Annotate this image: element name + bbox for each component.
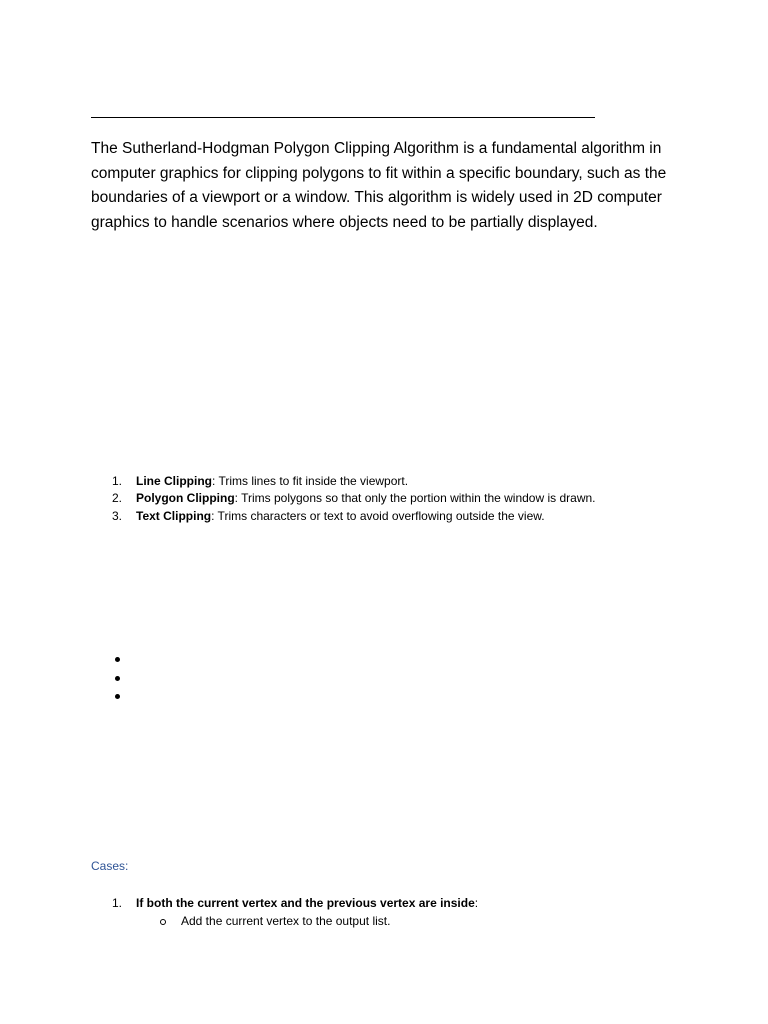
bullet-dot-icon bbox=[115, 676, 120, 681]
list-term: Text Clipping bbox=[136, 508, 212, 523]
case-item bbox=[112, 895, 712, 930]
list-number: 3. bbox=[112, 508, 123, 523]
horizontal-rule bbox=[91, 117, 595, 118]
list-description: : Trims polygons so that only the portion within the window is drawn. bbox=[234, 491, 596, 506]
bullet-dot-icon bbox=[115, 694, 120, 699]
bullet-dot-icon bbox=[115, 657, 120, 662]
case-number: 1. bbox=[112, 896, 123, 910]
list-term: Polygon Clipping bbox=[136, 491, 235, 506]
case-suffix: : bbox=[474, 896, 479, 910]
list-item bbox=[112, 490, 732, 507]
list-description: : Trims lines to fit inside the viewport. bbox=[212, 474, 409, 488]
clipping-types-list bbox=[112, 473, 732, 525]
hollow-bullet-icon bbox=[160, 919, 166, 925]
list-item bbox=[112, 508, 732, 525]
cases-list bbox=[112, 895, 712, 930]
list-description: : Trims characters or text to avoid overflowing outside the view. bbox=[211, 508, 545, 523]
case-sub-list bbox=[136, 913, 712, 930]
cases-heading: Cases: bbox=[91, 859, 129, 873]
intro-paragraph: The Sutherland-Hodgman Polygon Clipping Algorithm is a fundamental algorithm in computer graphics for clipping polygons to fit within a specific boundary, such as the boundaries of a viewport or a window. This algorithm is widely used in 2D computer graphics to handle scenarios where objects need to be partially displayed. bbox=[91, 140, 667, 231]
case-sub-text: Add the current vertex to the output list. bbox=[181, 914, 391, 928]
case-condition: If both the current vertex and the previous vertex are inside bbox=[136, 896, 475, 910]
list-item bbox=[112, 473, 732, 490]
list-number: 1. bbox=[112, 474, 123, 488]
case-sub-item bbox=[136, 913, 712, 930]
list-term: Line Clipping bbox=[136, 474, 212, 488]
list-number: 2. bbox=[112, 491, 123, 506]
